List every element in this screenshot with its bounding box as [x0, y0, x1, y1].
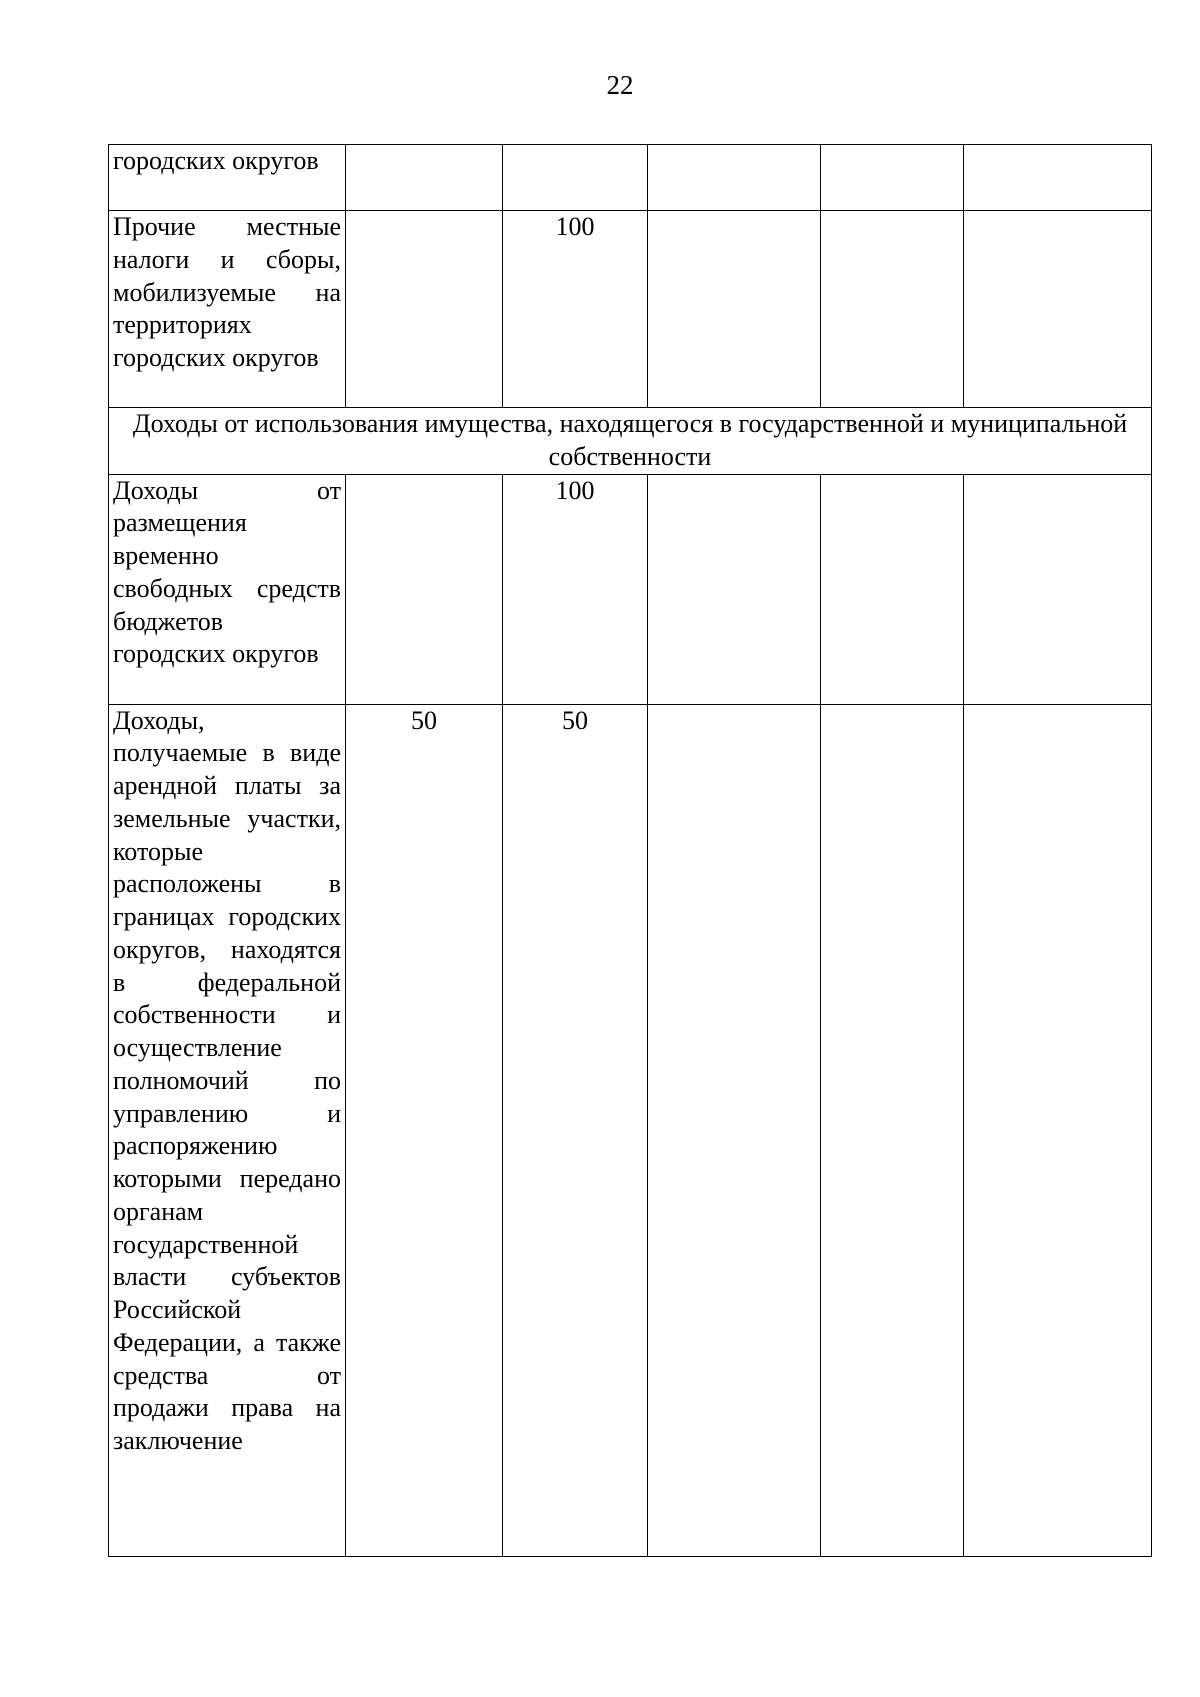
value-cell: [648, 704, 821, 1556]
row-label: городских округов: [109, 145, 346, 211]
value-cell: [821, 145, 964, 211]
section-heading: Доходы от использования имущества, находящегося в государственной и муниципальной собственности: [109, 408, 1152, 475]
value-cell: [821, 704, 964, 1556]
revenue-table: [108, 144, 1152, 1557]
value-cell: [964, 145, 1152, 211]
value-cell: [964, 704, 1152, 1556]
value-cell: [346, 145, 503, 211]
table-row: [109, 145, 1152, 211]
value-cell: 100: [503, 474, 648, 704]
value-cell: [821, 474, 964, 704]
value-cell: [821, 211, 964, 408]
table-row: [109, 474, 1152, 704]
value-cell: [648, 474, 821, 704]
value-cell: [964, 474, 1152, 704]
row-label: Доходы, получаемые в виде арендной платы за земельные участки, которые расположены в границах городских округов, находятся в федеральной собственности и осуществление полномочий по управлению и распоряжению которыми передано органам государственной власти субъектов Российской Федерации, а также средства от продажи права на заключение: [109, 704, 346, 1556]
value-cell: [346, 474, 503, 704]
row-label: Доходы от размещения временно свободных средств бюджетов городских округов: [109, 474, 346, 704]
value-cell: [648, 145, 821, 211]
value-cell: 50: [346, 704, 503, 1556]
table-row: [109, 704, 1152, 1556]
value-cell: [964, 211, 1152, 408]
value-cell: [503, 145, 648, 211]
section-heading-row: [109, 408, 1152, 475]
page-number: 22: [606, 70, 634, 100]
value-cell: 100: [503, 211, 648, 408]
row-label: Прочие местные налоги и сборы, мобилизуемые на территориях городских округов: [109, 211, 346, 408]
table-row: [109, 211, 1152, 408]
value-cell: 50: [503, 704, 648, 1556]
value-cell: [648, 211, 821, 408]
value-cell: [346, 211, 503, 408]
